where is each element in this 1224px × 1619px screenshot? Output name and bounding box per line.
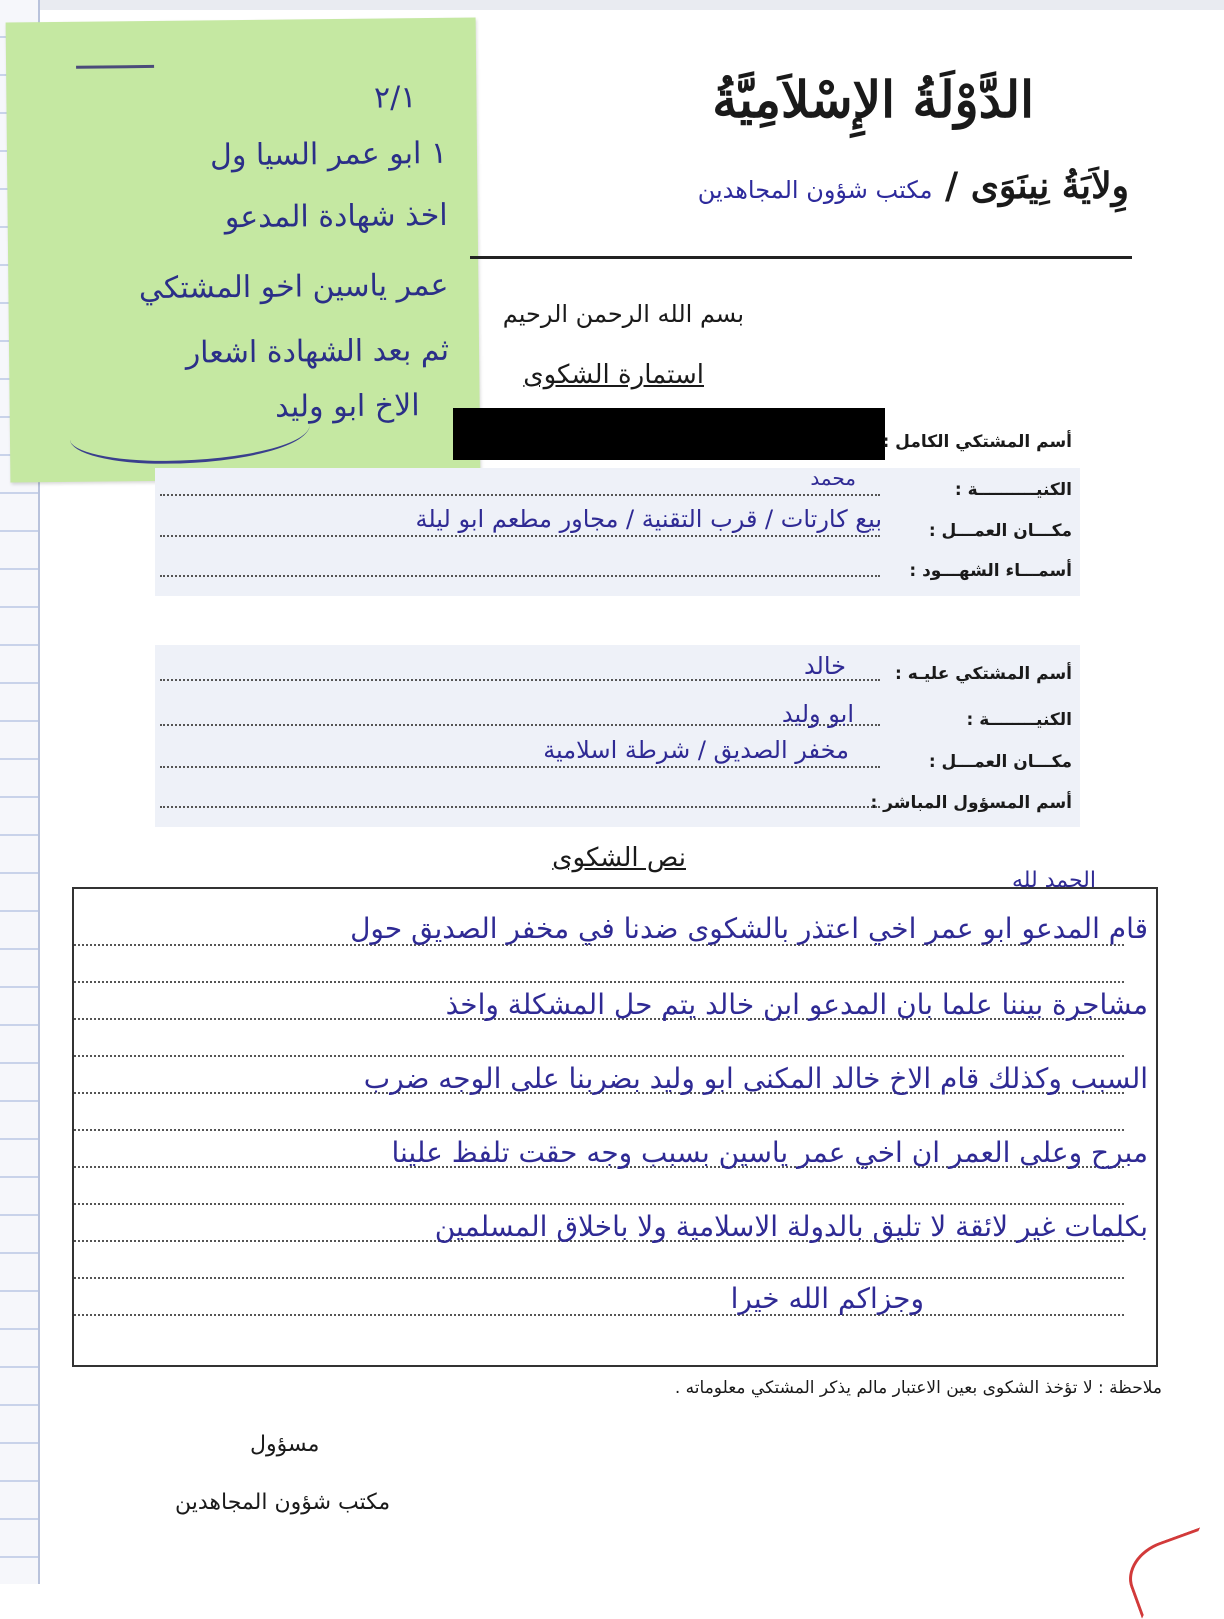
complainant-workplace-label: مكـــان العمـــل : — [928, 521, 1072, 541]
sticky-note — [6, 18, 481, 483]
signature-role: مسؤول — [250, 1432, 320, 1457]
signature-office: مكتب شؤون المجاهدين — [175, 1490, 391, 1515]
red-ink-mark — [1119, 1527, 1222, 1618]
complaint-rule-line — [74, 1277, 1124, 1279]
sticky-note-line: الاخ ابو وليد — [274, 388, 420, 425]
complainant-name-label: أسم المشتكي الكامل : — [882, 432, 1072, 452]
province-name: وِلاَيَةُ نِينَوَى / — [945, 165, 1129, 207]
complaint-rule-line — [74, 1203, 1124, 1205]
sticky-note-line: عمر ياسين اخو المشتكي — [138, 267, 449, 307]
complainant-kunya-line — [160, 494, 880, 496]
form-title: استمارة الشكوى — [523, 360, 704, 390]
complaint-section-title: نص الشكوى — [552, 843, 686, 873]
respondent-kunya-value: ابو وليد — [781, 700, 854, 728]
sticky-note-line: ٢/١ — [373, 80, 417, 116]
respondent-kunya-line — [160, 724, 880, 726]
sticky-note-line: ثم بعد الشهادة اشعار — [185, 332, 450, 371]
respondent-name-value: خالد — [803, 652, 846, 680]
complaint-rule-line — [74, 981, 1124, 983]
form-note: ملاحظة : لا تؤخذ الشكوى بعين الاعتبار مالم يذكر المشتكي معلوماته . — [674, 1378, 1162, 1398]
respondent-kunya-label: الكنيــــــــة : — [966, 710, 1072, 730]
complainant-workplace-value: بيع كارتات / قرب التقنية / مجاور مطعم ابو ليلة — [415, 505, 882, 533]
respondent-name-line — [160, 679, 880, 681]
complaint-line: السبب وكذلك قام الاخ خالد المكنى ابو وليد بضربنا على الوجه ضرب — [363, 1062, 1148, 1095]
sticky-note-line: ١ ابو عمر السيا ول — [209, 135, 448, 174]
basmala: بسم الله الرحمن الرحيم — [502, 300, 744, 328]
complaint-rule-line — [74, 1314, 1124, 1316]
complainant-kunya-label: الكنيــــــــــة : — [954, 480, 1072, 500]
respondent-name-label: أسم المشتكي عليـه : — [895, 664, 1072, 684]
complainant-kunya-value: محمد — [810, 466, 856, 490]
sticky-note-signature — [70, 399, 311, 465]
complaint-line: وجزاكم الله خيرا — [730, 1282, 924, 1315]
sticky-note-dash — [76, 65, 154, 69]
complaint-opening: الحمد لله — [1011, 868, 1096, 893]
complaint-rule-line — [74, 1129, 1124, 1131]
respondent-workplace-label: مكـــان العمـــل : — [928, 752, 1072, 772]
supervisor-line — [160, 806, 880, 808]
state-title: الدَّوْلَةُ الإِسْلاَمِيَّةُ — [712, 70, 1034, 129]
witnesses-line — [160, 575, 880, 577]
complaint-line: قام المدعو ابو عمر اخي اعتذر بالشكوى ضدنا في مخفر الصديق حول — [350, 912, 1148, 945]
province-line — [569, 165, 1129, 207]
complaint-line: مبرح وعلى العمر ان اخي عمر ياسين بسبب وجه حقت تلفظ علينا — [391, 1136, 1148, 1169]
complaint-rule-line — [74, 1055, 1124, 1057]
respondent-workplace-line — [160, 766, 880, 768]
redaction-bar — [453, 408, 885, 460]
header-divider — [470, 256, 1132, 259]
scan-top-edge — [0, 0, 1224, 10]
complaint-text-box — [72, 887, 1158, 1367]
complaint-line: بكلمات غير لائقة لا تليق بالدولة الاسلامية ولا باخلاق المسلمين — [434, 1210, 1148, 1243]
office-handwritten: مكتب شؤون المجاهدين — [697, 176, 933, 204]
witnesses-label: أسمـــاء الشهـــود : — [909, 561, 1072, 581]
supervisor-label: أسم المسؤول المباشر : — [870, 793, 1072, 813]
sticky-note-line: اخذ شهادة المدعو — [224, 197, 448, 236]
complaint-line: مشاجرة بيننا علما بان المدعو ابن خالد يتم حل المشكلة واخذ — [445, 988, 1148, 1021]
respondent-workplace-value: مخفر الصديق / شرطة اسلامية — [543, 736, 849, 764]
complainant-workplace-line — [160, 535, 880, 537]
